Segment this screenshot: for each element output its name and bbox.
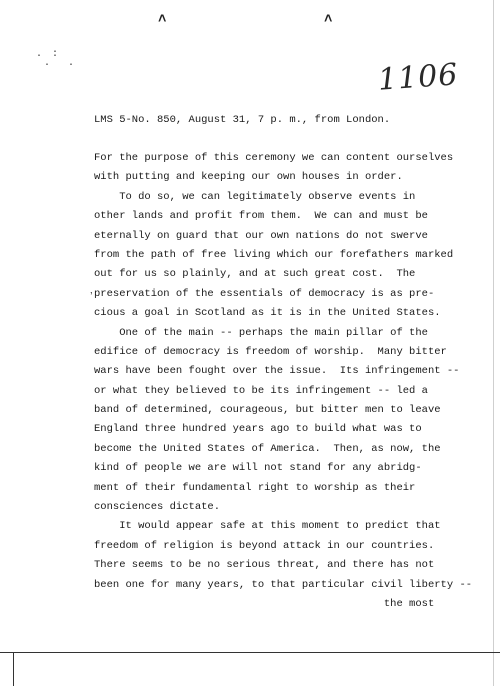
text-line: preservation of the essentials of democracy is as pre- xyxy=(94,287,435,300)
text-line: edifice of democracy is freedom of worship. Many bitter xyxy=(94,345,447,358)
margin-specks: . : . . xyxy=(36,49,77,69)
text-line: cious a goal in Scotland as it is in the United States. xyxy=(94,307,441,320)
page-right-edge xyxy=(493,0,494,686)
text-line: the most xyxy=(94,597,435,610)
text-line: band of determined, courageous, but bitter men to leave xyxy=(94,404,441,417)
text-line: England three hundred years ago to build what was to xyxy=(94,423,422,436)
text-line: from the path of free living which our forefathers marked xyxy=(94,248,454,261)
handwritten-page-number: 1106 xyxy=(376,57,460,98)
text-line: out for us so plainly, and at such great cost. The xyxy=(94,268,416,281)
scan-bottom-border xyxy=(0,652,500,653)
punch-hole-mark-left: ˄ xyxy=(158,12,167,28)
text-line: wars have been fought over the issue. Its infringement -- xyxy=(94,365,460,378)
text-line: It would appear safe at this moment to predict that xyxy=(94,520,441,533)
punch-hole-mark-right: ˄ xyxy=(324,12,333,28)
text-line: with putting and keeping our own houses in order. xyxy=(94,171,403,184)
document-body xyxy=(94,149,494,614)
text-line: To do so, we can legitimately observe events in xyxy=(94,190,416,203)
telegram-header: LMS 5-No. 850, August 31, 7 p. m., from London. xyxy=(94,114,391,126)
text-line: eternally on guard that our own nations do not swerve xyxy=(94,229,428,242)
text-line: been one for many years, to that particular civil liberty -- xyxy=(94,578,473,591)
text-line: consciences dictate. xyxy=(94,501,221,514)
text-line: or what they believed to be its infringement -- led a xyxy=(94,384,428,397)
text-line: ment of their fundamental right to worship as their xyxy=(94,481,416,494)
text-line: become the United States of America. Then, as now, the xyxy=(94,442,441,455)
text-line: One of the main -- perhaps the main pillar of the xyxy=(94,326,428,339)
text-line: kind of people we are will not stand for any abridg- xyxy=(94,462,422,475)
scan-left-border xyxy=(13,652,14,686)
margin-tick-mark: ʼ xyxy=(88,292,95,304)
text-line: For the purpose of this ceremony we can content ourselves xyxy=(94,152,454,164)
text-line: There seems to be no serious threat, and there has not xyxy=(94,559,435,572)
text-line: other lands and profit from them. We can and must be xyxy=(94,210,428,223)
text-line: freedom of religion is beyond attack in our countries. xyxy=(94,539,435,552)
